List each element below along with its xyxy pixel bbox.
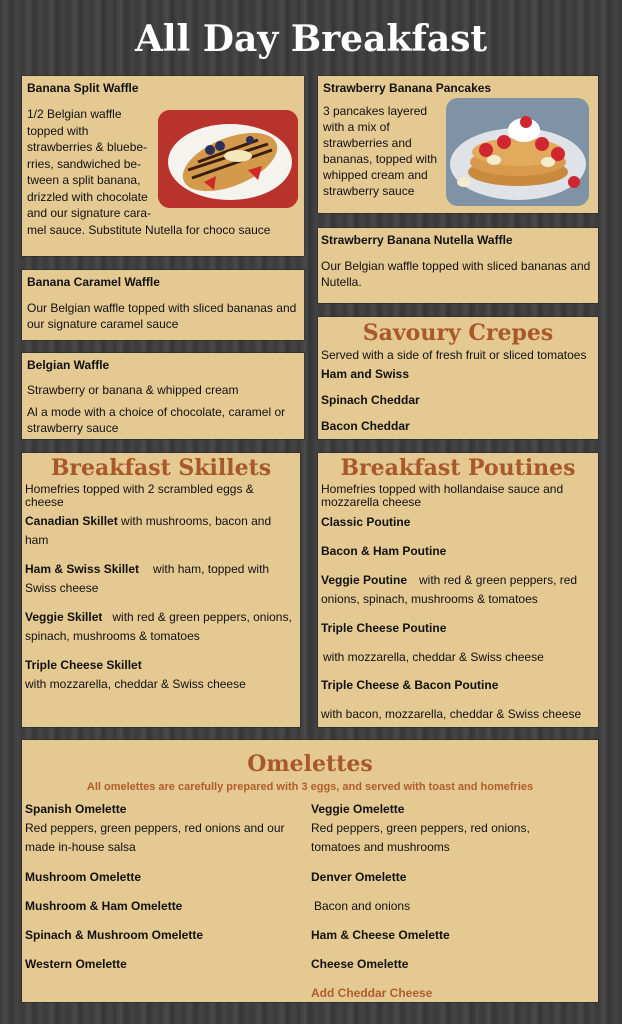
item-desc: Bacon and onions [314,899,411,913]
section-intro: mozzarella cheese [321,495,422,509]
item-name: Classic Poutine [321,515,411,529]
item-desc: with red & green peppers, red [419,573,578,587]
item-desc: Red peppers, green peppers, red onions and our [25,821,285,835]
item-name: Denver Omelette [311,870,407,884]
item-desc: 3 pancakes layered [323,104,428,118]
item-name: Banana Caramel Waffle [27,275,160,289]
item-name: Veggie Skillet [25,610,103,624]
banana-split-waffle-panel [22,76,304,256]
item-name: Cheese Omelette [311,957,409,971]
item-desc: our signature caramel sauce [27,317,179,331]
item-name: Ham & Cheese Omelette [311,928,450,942]
page-title: All Day Breakfast [134,18,488,60]
strawberry-pancakes-panel [318,76,598,213]
item-desc: with mozzarella, cheddar & Swiss cheese [323,650,544,664]
item-name: Ham & Swiss Skillet [25,562,140,576]
item-desc: topped with [27,123,89,138]
item-name: Spinach & Mushroom Omelette [25,928,204,942]
item-desc: with red & green peppers, onions, [112,610,292,624]
item-desc: with mozzarella, cheddar & Swiss cheese [25,677,246,691]
item-desc: Our Belgian waffle topped with sliced bananas and [321,259,591,273]
item-name: Bacon & Ham Poutine [321,544,447,558]
item-desc: made in-house salsa [25,840,136,854]
item-name: Mushroom Omelette [25,870,142,884]
item-name: Veggie Omelette [311,802,405,816]
item-desc: and our signature cara- [27,206,152,220]
item-desc: onions, spinach, mushrooms & tomatoes [321,592,538,606]
item-desc: whipped cream and [323,168,428,182]
item-desc: tomatoes and mushrooms [311,840,450,854]
item-name: Bacon Cheddar [321,419,410,433]
item-desc: with mushrooms, bacon and [117,514,272,528]
item-desc: 1/2 Belgian waffle [27,107,122,121]
section-title: Omelettes [247,751,373,777]
item-name: Triple Cheese Poutine [321,621,447,635]
pancakes-photo [446,98,589,206]
section-title: Savoury Crepes [362,320,554,346]
item-desc: strawberries and [323,136,412,150]
item-name: Strawberry Banana Pancakes [323,81,492,95]
item-desc: Nutella. [321,275,362,289]
section-intro: cheese [25,495,64,509]
item-desc: strawberry sauce [323,184,415,198]
item-desc: Swiss cheese [25,581,99,595]
item-name: Triple Cheese & Bacon Poutine [321,678,499,692]
item-desc: with bacon, mozzarella, cheddar & Swiss cheese [321,707,582,721]
item-desc: with a mix of [323,120,390,134]
item-name: Western Omelette [25,957,127,971]
breakfast-poutines-panel [318,453,598,727]
caramel-waffle-panel [22,270,304,340]
item-desc: bananas, topped with [323,152,438,166]
breakfast-skillets-panel [22,453,300,727]
savoury-crepes-panel [318,317,598,439]
item-name: Mushroom & Ham Omelette [25,899,183,913]
section-title: Breakfast Skillets [50,455,272,481]
section-subtitle: All omelettes are carefully prepared with 3 eggs, and served with toast and homefries [86,781,534,793]
item-desc: rries, sandwiched be- [27,156,142,171]
item-name: Triple Cheese Skillet [25,658,142,672]
item-desc: ham [25,533,49,547]
item-name: Veggie Poutine [321,573,408,587]
item-desc: spinach, mushrooms & tomatoes [25,629,200,643]
item-name: Canadian Skillet [25,514,118,528]
section-intro: Homefries topped with 2 scrambled eggs & [25,482,254,496]
item-desc: Strawberry or banana & whipped cream [27,383,239,397]
nutella-waffle-panel [318,228,598,303]
item-desc: tween a split banana, [27,173,141,187]
item-desc: Al a mode with a choice of chocolate, caramel or [27,405,286,419]
item-desc: Red peppers, green peppers, red onions, [311,821,530,835]
item-name: Strawberry Banana Nutella Waffle [321,233,513,247]
item-name: Belgian Waffle [27,358,110,372]
item-desc: strawberry sauce [27,421,119,435]
item-desc: drizzled with chocolate [27,189,148,204]
item-desc: mel sauce. Substitute Nutella for choco sauce [27,222,271,237]
section-title: Breakfast Poutines [340,455,576,481]
belgian-waffle-panel [22,353,304,439]
item-desc: with ham, topped with [153,562,270,576]
item-name: Spinach Cheddar [321,393,420,407]
omelettes-panel [22,740,598,1002]
item-desc: strawberries & bluebe- [27,140,148,154]
item-desc: Our Belgian waffle topped with sliced bananas and [27,301,297,315]
section-intro: Homefries topped with hollandaise sauce and [321,482,564,496]
section-subtitle: Served with a side of fresh fruit or sliced tomatoes [321,348,587,362]
item-name: Banana Split Waffle [27,81,139,95]
item-name: Ham and Swiss [321,367,410,381]
item-name: Spanish Omelette [25,802,127,816]
add-cheddar-option: Add Cheddar Cheese [311,986,433,1000]
waffle-photo [158,110,298,208]
